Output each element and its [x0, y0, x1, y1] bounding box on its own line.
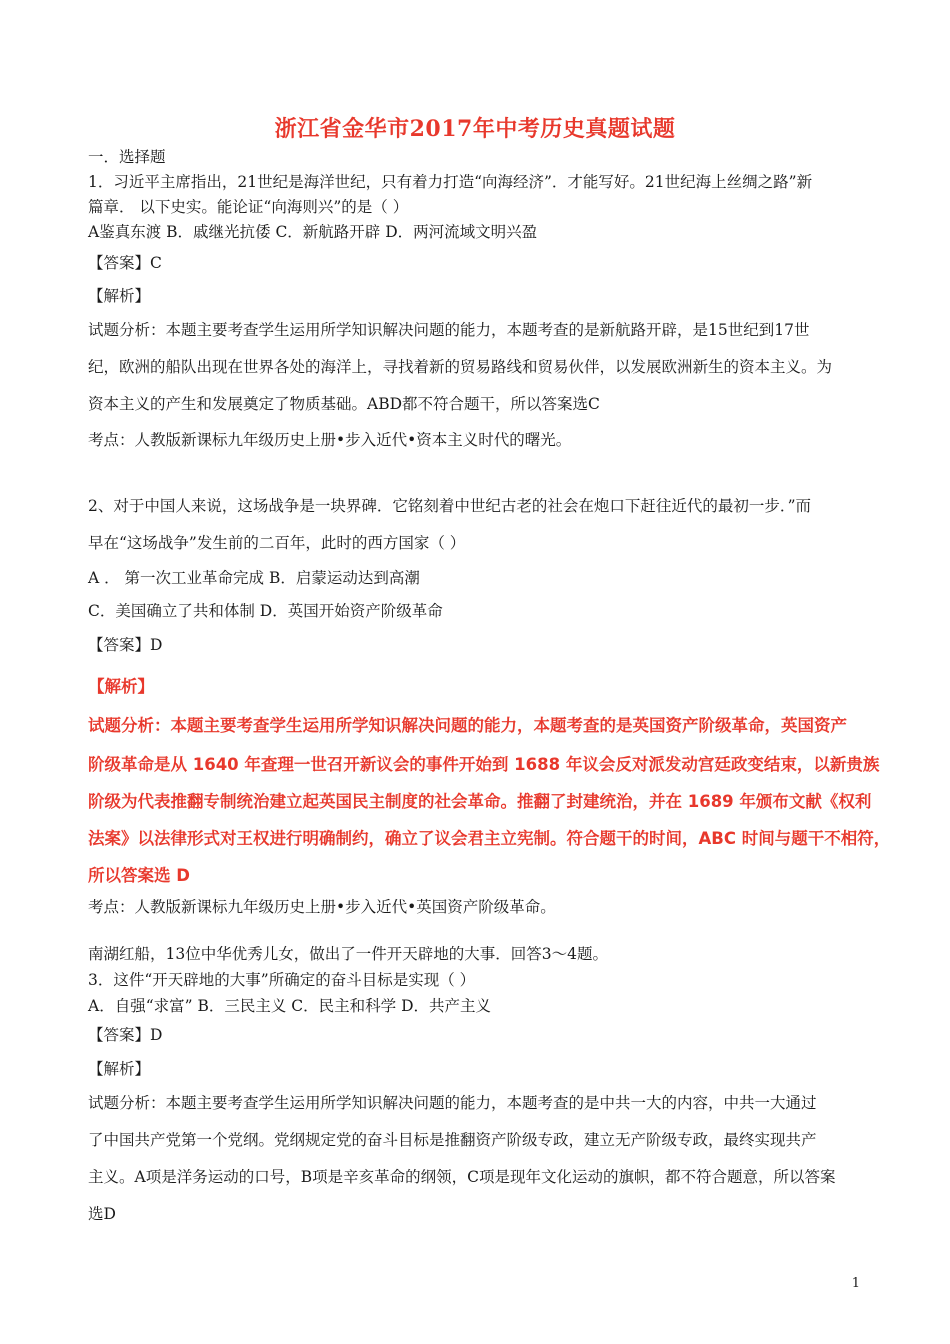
section-heading: 一．选择题: [88, 148, 166, 166]
q1-exam-point: 考点：人教版新课标九年级历史上册•步入近代•资本主义时代的曙光。: [88, 431, 572, 449]
q1-options: A鉴真东渡 B．戚继光抗倭 C．新航路开辟 D．两河流域文明兴盈: [88, 223, 538, 241]
q1-stem-line-1: 1．习近平主席指出，21世纪是海洋世纪，只有着力打造“向海经济”．才能写好。21世纪海上丝绸之路”新: [88, 173, 813, 191]
q3-4-intro: 南湖红船，13位中华优秀儿女，做出了一件开天辟地的大事．回答3～4题。: [88, 945, 608, 963]
q2-answer: 【答案】D: [88, 636, 163, 654]
q3-analysis-label: 【解析】: [88, 1060, 151, 1078]
q3-stem: 3．这件“开天辟地的大事”所确定的奋斗目标是实现（ ）: [88, 971, 476, 989]
q2-analysis-line-1: 试题分析：本题主要考查学生运用所学知识解决问题的能力，本题考查的是英国资产阶级革命，英国资产: [88, 716, 847, 735]
q1-stem-line-2: 篇章． 以下史实。能论证“向海则兴”的是（ ）: [88, 198, 409, 216]
q3-analysis-line-1: 试题分析：本题主要考查学生运用所学知识解决问题的能力，本题考查的是中共一大的内容，中共一大通过: [88, 1094, 817, 1112]
q2-analysis-line-2: 阶级革命是从 1640 年查理一世召开新议会的事件开始到 1688 年议会反对派发动宫廷政变结束，以新贵族: [88, 755, 880, 774]
q3-answer: 【答案】D: [88, 1026, 163, 1044]
q2-analysis-line-5: 所以答案选 D: [88, 866, 190, 885]
q1-analysis-line-1: 试题分析：本题主要考查学生运用所学知识解决问题的能力，本题考查的是新航路开辟，是15世纪到17世: [88, 321, 810, 339]
q2-analysis-label: 【解析】: [88, 677, 154, 696]
q3-options: A．自强“求富” B．三民主义 C．民主和科学 D．共产主义: [88, 997, 492, 1015]
q2-stem-line-2: 早在“这场战争”发生前的二百年，此时的西方国家（ ）: [88, 534, 466, 552]
q2-analysis-line-4: 法案》以法律形式对王权进行明确制约，确立了议会君主立宪制。符合题干的时间，ABC 时间与题干不相符，: [88, 829, 891, 848]
q3-analysis-line-4: 选D: [88, 1205, 116, 1223]
q3-analysis-line-2: 了中国共产党第一个党纲。党纲规定党的奋斗目标是推翻资产阶级专政，建立无产阶级专政，最终实现共产: [88, 1131, 817, 1149]
q1-analysis-line-2: 纪，欧洲的船队出现在世界各处的海洋上，寻找着新的贸易路线和贸易伙伴，以发展欧洲新生的资本主义。为: [88, 358, 833, 376]
q3-analysis-line-3: 主义。A项是洋务运动的口号，B项是辛亥革命的纲领，C项是现年文化运动的旗帜，都不符合题意，所以答案: [88, 1168, 836, 1186]
q2-analysis-line-3: 阶级为代表推翻专制统治建立起英国民主制度的社会革命。推翻了封建统治，并在 1689 年颁布文献《权利: [88, 792, 872, 811]
q2-stem-line-1: 2、对于中国人来说，这场战争是一块界碑．它铭刻着中世纪古老的社会在炮口下赶往近代的最初一步．”而: [88, 497, 812, 515]
page-title: 浙江省金华市2017年中考历史真题试题: [274, 116, 676, 142]
q1-answer: 【答案】C: [88, 254, 162, 272]
page-number: 1: [851, 1276, 860, 1291]
q2-options-cd: C．美国确立了共和体制 D．英国开始资产阶级革命: [88, 602, 443, 620]
q2-exam-point: 考点：人教版新课标九年级历史上册•步入近代•英国资产阶级革命。: [88, 898, 556, 916]
q1-analysis-line-3: 资本主义的产生和发展奠定了物质基础。ABD都不符合题干，所以答案选C: [88, 395, 600, 413]
q2-options-ab: A ． 第一次工业革命完成 B．启蒙运动达到高潮: [88, 569, 420, 587]
q1-analysis-label: 【解析】: [88, 287, 151, 305]
